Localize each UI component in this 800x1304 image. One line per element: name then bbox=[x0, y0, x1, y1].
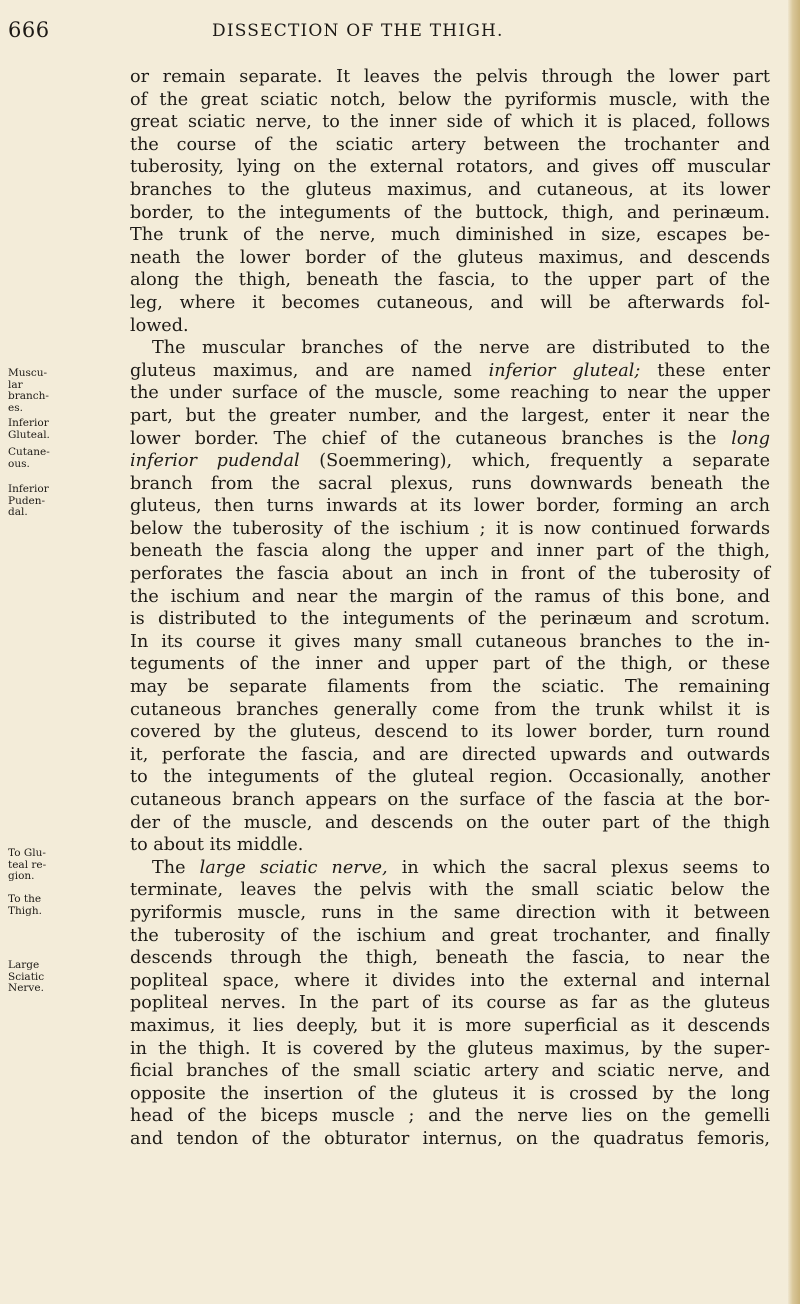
text-line: and tendon of the obturator internus, on the quadratus femoris, bbox=[130, 1128, 770, 1149]
term-large-sciatic-nerve: large sciatic nerve, bbox=[199, 857, 388, 878]
margin-note-inferior-gluteal: Inferior Gluteal. bbox=[8, 417, 50, 441]
term-inferior-pudendal: inferior pudendal bbox=[130, 451, 300, 472]
margin-note-to-gluteal-region: To Glu- teal re- gion. bbox=[8, 847, 47, 882]
text-line: The muscular branches of the nerve are distributed to the bbox=[152, 338, 770, 359]
text-line: cutaneous branch appears on the surface of the fascia at the bor- bbox=[130, 790, 770, 810]
text-line: below the tuberosity of the ischium ; it is now continued forwards bbox=[130, 518, 770, 539]
text-line: popliteal nerves. In the part of its course as far as the gluteus bbox=[130, 993, 770, 1014]
text-line: pyriformis muscle, runs in the same direction with it between bbox=[130, 902, 770, 923]
text-line: gluteus maximus, and are named inferior gluteal; these enter bbox=[130, 360, 771, 381]
text-line: to about its middle. bbox=[130, 835, 304, 856]
running-head: DISSECTION OF THE THIGH. bbox=[212, 21, 504, 41]
text-line: descends through the thigh, beneath the fascia, to near the bbox=[130, 948, 770, 969]
text-line: opposite the insertion of the gluteus it is crossed by the long bbox=[130, 1083, 770, 1104]
text-line: great sciatic nerve, to the inner side of which it is placed, follows bbox=[130, 112, 770, 133]
text-line: terminate, leaves the pelvis with the small sciatic below the bbox=[130, 880, 770, 901]
text-line: neath the lower border of the gluteus maximus, and descends bbox=[130, 247, 770, 268]
margin-note-inferior-pudendal: Inferior Puden- dal. bbox=[8, 483, 49, 518]
margin-note-cutaneous: Cutane- ous. bbox=[8, 446, 50, 470]
body-text bbox=[130, 66, 770, 1151]
margin-note-muscular-branches: Muscu- lar branch- es. bbox=[8, 367, 49, 414]
text-line: the ischium and near the margin of the ramus of this bone, and bbox=[130, 586, 770, 607]
text-line: teguments of the inner and upper part of the thigh, or these bbox=[130, 654, 770, 675]
text-line: to the integuments of the gluteal region. Occasionally, another bbox=[130, 767, 770, 788]
text-line: tuberosity, lying on the external rotators, and gives off muscular bbox=[130, 157, 770, 178]
term-long: long bbox=[731, 428, 771, 449]
text-line: ficial branches of the small sciatic artery and sciatic nerve, and bbox=[130, 1061, 770, 1082]
text-line: head of the biceps muscle ; and the nerve lies on the gemelli bbox=[130, 1106, 770, 1127]
text-line: the course of the sciatic artery between the trochanter and bbox=[130, 134, 770, 155]
text-line: may be separate filaments from the sciatic. The remaining bbox=[130, 677, 770, 698]
text-line: covered by the gluteus, descend to its lower border, turn round bbox=[130, 722, 770, 743]
text-line: leg, where it becomes cutaneous, and will be afterwards fol- bbox=[130, 292, 770, 313]
text-line: the under surface of the muscle, some reaching to near the upper bbox=[130, 383, 770, 404]
page-header bbox=[0, 18, 790, 48]
text-line: In its course it gives many small cutaneous branches to the in- bbox=[130, 631, 770, 652]
text-line: gluteus, then turns inwards at its lower border, forming an arch bbox=[130, 496, 770, 517]
margin-note-to-the-thigh: To the Thigh. bbox=[8, 893, 42, 917]
term-inferior-gluteal: inferior gluteal; bbox=[488, 360, 641, 381]
text-line: popliteal space, where it divides into the external and internal bbox=[130, 970, 770, 991]
page-number: 666 bbox=[8, 18, 50, 42]
text-line: inferior pudendal (Soemmering), which, frequently a separate bbox=[130, 451, 770, 472]
text-line: along the thigh, beneath the fascia, to the upper part of the bbox=[130, 270, 770, 291]
text-line: lower border. The chief of the cutaneous branches is the long bbox=[130, 428, 771, 449]
text-line: it, perforate the fascia, and are directed upwards and outwards bbox=[130, 744, 770, 765]
text-line: is distributed to the integuments of the perinæum and scrotum. bbox=[130, 609, 770, 630]
text-line: The trunk of the nerve, much diminished in size, escapes be- bbox=[130, 225, 770, 246]
text-line: beneath the fascia along the upper and inner part of the thigh, bbox=[130, 541, 770, 562]
text-line: branches to the gluteus maximus, and cutaneous, at its lower bbox=[130, 179, 770, 200]
text-line: or remain separate. It leaves the pelvis through the lower part bbox=[130, 67, 770, 87]
text-line: der of the muscle, and descends on the outer part of the thigh bbox=[130, 812, 770, 833]
text-line: of the great sciatic notch, below the pyriformis muscle, with the bbox=[130, 89, 770, 110]
text-line: lowed. bbox=[130, 315, 189, 336]
text-line: in the thigh. It is covered by the gluteus maximus, by the super- bbox=[130, 1038, 770, 1059]
text-line: part, but the greater number, and the largest, enter it near the bbox=[130, 405, 770, 426]
text-line: maximus, it lies deeply, but it is more superficial as it descends bbox=[130, 1015, 770, 1036]
text-line: branch from the sacral plexus, runs downwards beneath the bbox=[130, 473, 770, 494]
page-edge bbox=[788, 0, 800, 1304]
text-line: cutaneous branches generally come from the trunk whilst it is bbox=[130, 699, 770, 720]
text-line: The large sciatic nerve, in which the sacral plexus seems to bbox=[152, 857, 770, 878]
margin-note-large-sciatic-nerve: Large Sciatic Nerve. bbox=[8, 959, 45, 994]
text-line: border, to the integuments of the buttock, thigh, and perinæum. bbox=[130, 202, 770, 223]
text-line: the tuberosity of the ischium and great trochanter, and finally bbox=[130, 925, 770, 946]
text-line: perforates the fascia about an inch in front of the tuberosity of bbox=[130, 564, 770, 585]
